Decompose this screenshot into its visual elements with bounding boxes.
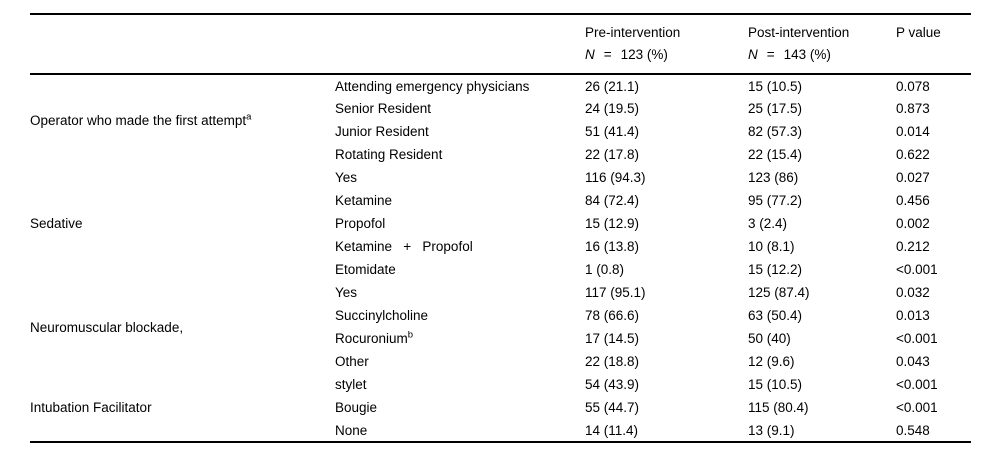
pre-intervention-value: 51 (41.4) — [585, 124, 640, 139]
post-intervention-value: 95 (77.2) — [748, 193, 803, 208]
header-pre-n — [585, 43, 748, 74]
post-equals-sign: = — [766, 47, 775, 62]
pre-n-count: 123 (%) — [620, 47, 668, 62]
post-intervention-value: 12 (9.6) — [748, 354, 795, 369]
pre-intervention-value: 15 (12.9) — [585, 216, 640, 231]
item-label: Yes — [335, 170, 358, 185]
post-intervention-value: 63 (50.4) — [748, 308, 803, 323]
group-label: Intubation Facilitator — [30, 399, 152, 415]
item-label: None — [335, 422, 368, 438]
table-body — [30, 74, 971, 442]
header-post-intervention: Post-intervention — [748, 25, 850, 40]
header-spacer-item — [335, 43, 585, 74]
item-label: Propofol — [335, 216, 386, 231]
table-row — [30, 166, 971, 189]
p-value: 0.873 — [896, 101, 930, 116]
footnote-marker: b — [407, 329, 414, 341]
post-intervention-value: 115 (80.4) — [748, 400, 809, 415]
post-intervention-value: 3 (2.4) — [748, 216, 788, 231]
results-table-container — [30, 13, 971, 443]
p-value: <0.001 — [896, 331, 938, 346]
pre-n-symbol: N — [585, 47, 595, 62]
item-label: Junior Resident — [335, 124, 429, 139]
table-row — [30, 373, 971, 396]
pre-intervention-value: 22 (17.8) — [585, 147, 640, 162]
group-label: Neuromuscular blockade, — [30, 319, 184, 335]
item-label: stylet — [335, 377, 367, 392]
post-intervention-value: 15 (12.2) — [748, 262, 803, 277]
item-label: Attending emergency physicians — [335, 78, 530, 94]
post-intervention-value: 15 (10.5) — [748, 377, 803, 392]
post-intervention-value: 25 (17.5) — [748, 101, 803, 116]
group-label: Sedative — [30, 216, 83, 231]
post-intervention-value: 22 (15.4) — [748, 147, 803, 162]
item-label: Rotating Resident — [335, 147, 443, 162]
p-value: 0.014 — [896, 124, 930, 139]
p-value: 0.456 — [896, 193, 930, 208]
header-p-value: P value — [896, 25, 941, 40]
header-spacer-group — [30, 14, 335, 43]
post-intervention-value: 15 (10.5) — [748, 78, 803, 94]
pre-intervention-value: 22 (18.8) — [585, 354, 640, 369]
post-intervention-value: 125 (87.4) — [748, 285, 810, 300]
pre-intervention-value: 14 (11.4) — [585, 422, 639, 438]
p-value: 0.013 — [896, 308, 930, 323]
header-title-row — [30, 14, 971, 43]
header-spacer-item — [335, 14, 585, 43]
post-intervention-value: 10 (8.1) — [748, 239, 795, 254]
item-label: Ketamine — [335, 193, 393, 208]
pre-intervention-value: 17 (14.5) — [585, 331, 640, 346]
item-label: Rocuronium$^b$ — [335, 329, 414, 346]
post-intervention-value: 50 (40) — [748, 331, 791, 346]
p-value: 0.032 — [896, 285, 930, 300]
post-n-count: 143 (%) — [783, 47, 831, 62]
p-value: <0.001 — [896, 377, 938, 392]
pre-intervention-value: 24 (19.5) — [585, 101, 640, 116]
pre-intervention-value: 117 (95.1) — [585, 285, 646, 300]
pre-intervention-value: 78 (66.6) — [585, 308, 640, 323]
p-value: 0.622 — [896, 147, 930, 162]
item-label: Ketamine + Propofol — [335, 239, 473, 254]
item-label: Yes — [335, 285, 358, 300]
p-value: 0.548 — [896, 422, 930, 438]
post-intervention-value: 123 (86) — [748, 170, 799, 185]
p-value: 0.078 — [896, 78, 930, 94]
footnote-marker: a — [246, 111, 252, 123]
header-n-row — [30, 43, 971, 74]
pre-intervention-value: 1 (0.8) — [585, 262, 625, 277]
p-value: 0.027 — [896, 170, 930, 185]
pre-intervention-value: 26 (21.1) — [585, 78, 640, 94]
pre-intervention-value: 116 (94.3) — [585, 170, 646, 185]
header-post-n — [748, 43, 896, 74]
item-label: Succinylcholine — [335, 308, 429, 323]
p-value: <0.001 — [896, 400, 938, 415]
post-intervention-value: 13 (9.1) — [748, 422, 795, 438]
p-value: 0.212 — [896, 239, 930, 254]
header-spacer-group — [30, 43, 335, 74]
item-label: Other — [335, 354, 369, 369]
header-spacer-p — [896, 43, 971, 74]
header-pre-intervention: Pre-intervention — [585, 25, 681, 40]
table-row — [30, 74, 971, 97]
p-value: 0.002 — [896, 216, 930, 231]
pre-equals-sign: = — [603, 47, 612, 62]
item-label: Senior Resident — [335, 101, 432, 116]
results-table — [30, 13, 971, 443]
table-header — [30, 14, 971, 74]
item-label: Bougie — [335, 400, 378, 415]
table-row — [30, 281, 971, 304]
post-n-symbol: N — [748, 47, 758, 62]
post-intervention-value: 82 (57.3) — [748, 124, 803, 139]
pre-intervention-value: 84 (72.4) — [585, 193, 640, 208]
p-value: 0.043 — [896, 354, 930, 369]
p-value: <0.001 — [896, 262, 938, 277]
pre-intervention-value: 54 (43.9) — [585, 377, 640, 392]
group-label: Operator who made the first attempt$^a$ — [30, 111, 252, 128]
pre-intervention-value: 55 (44.7) — [585, 400, 640, 415]
pre-intervention-value: 16 (13.8) — [585, 239, 640, 254]
item-label: Etomidate — [335, 262, 396, 277]
